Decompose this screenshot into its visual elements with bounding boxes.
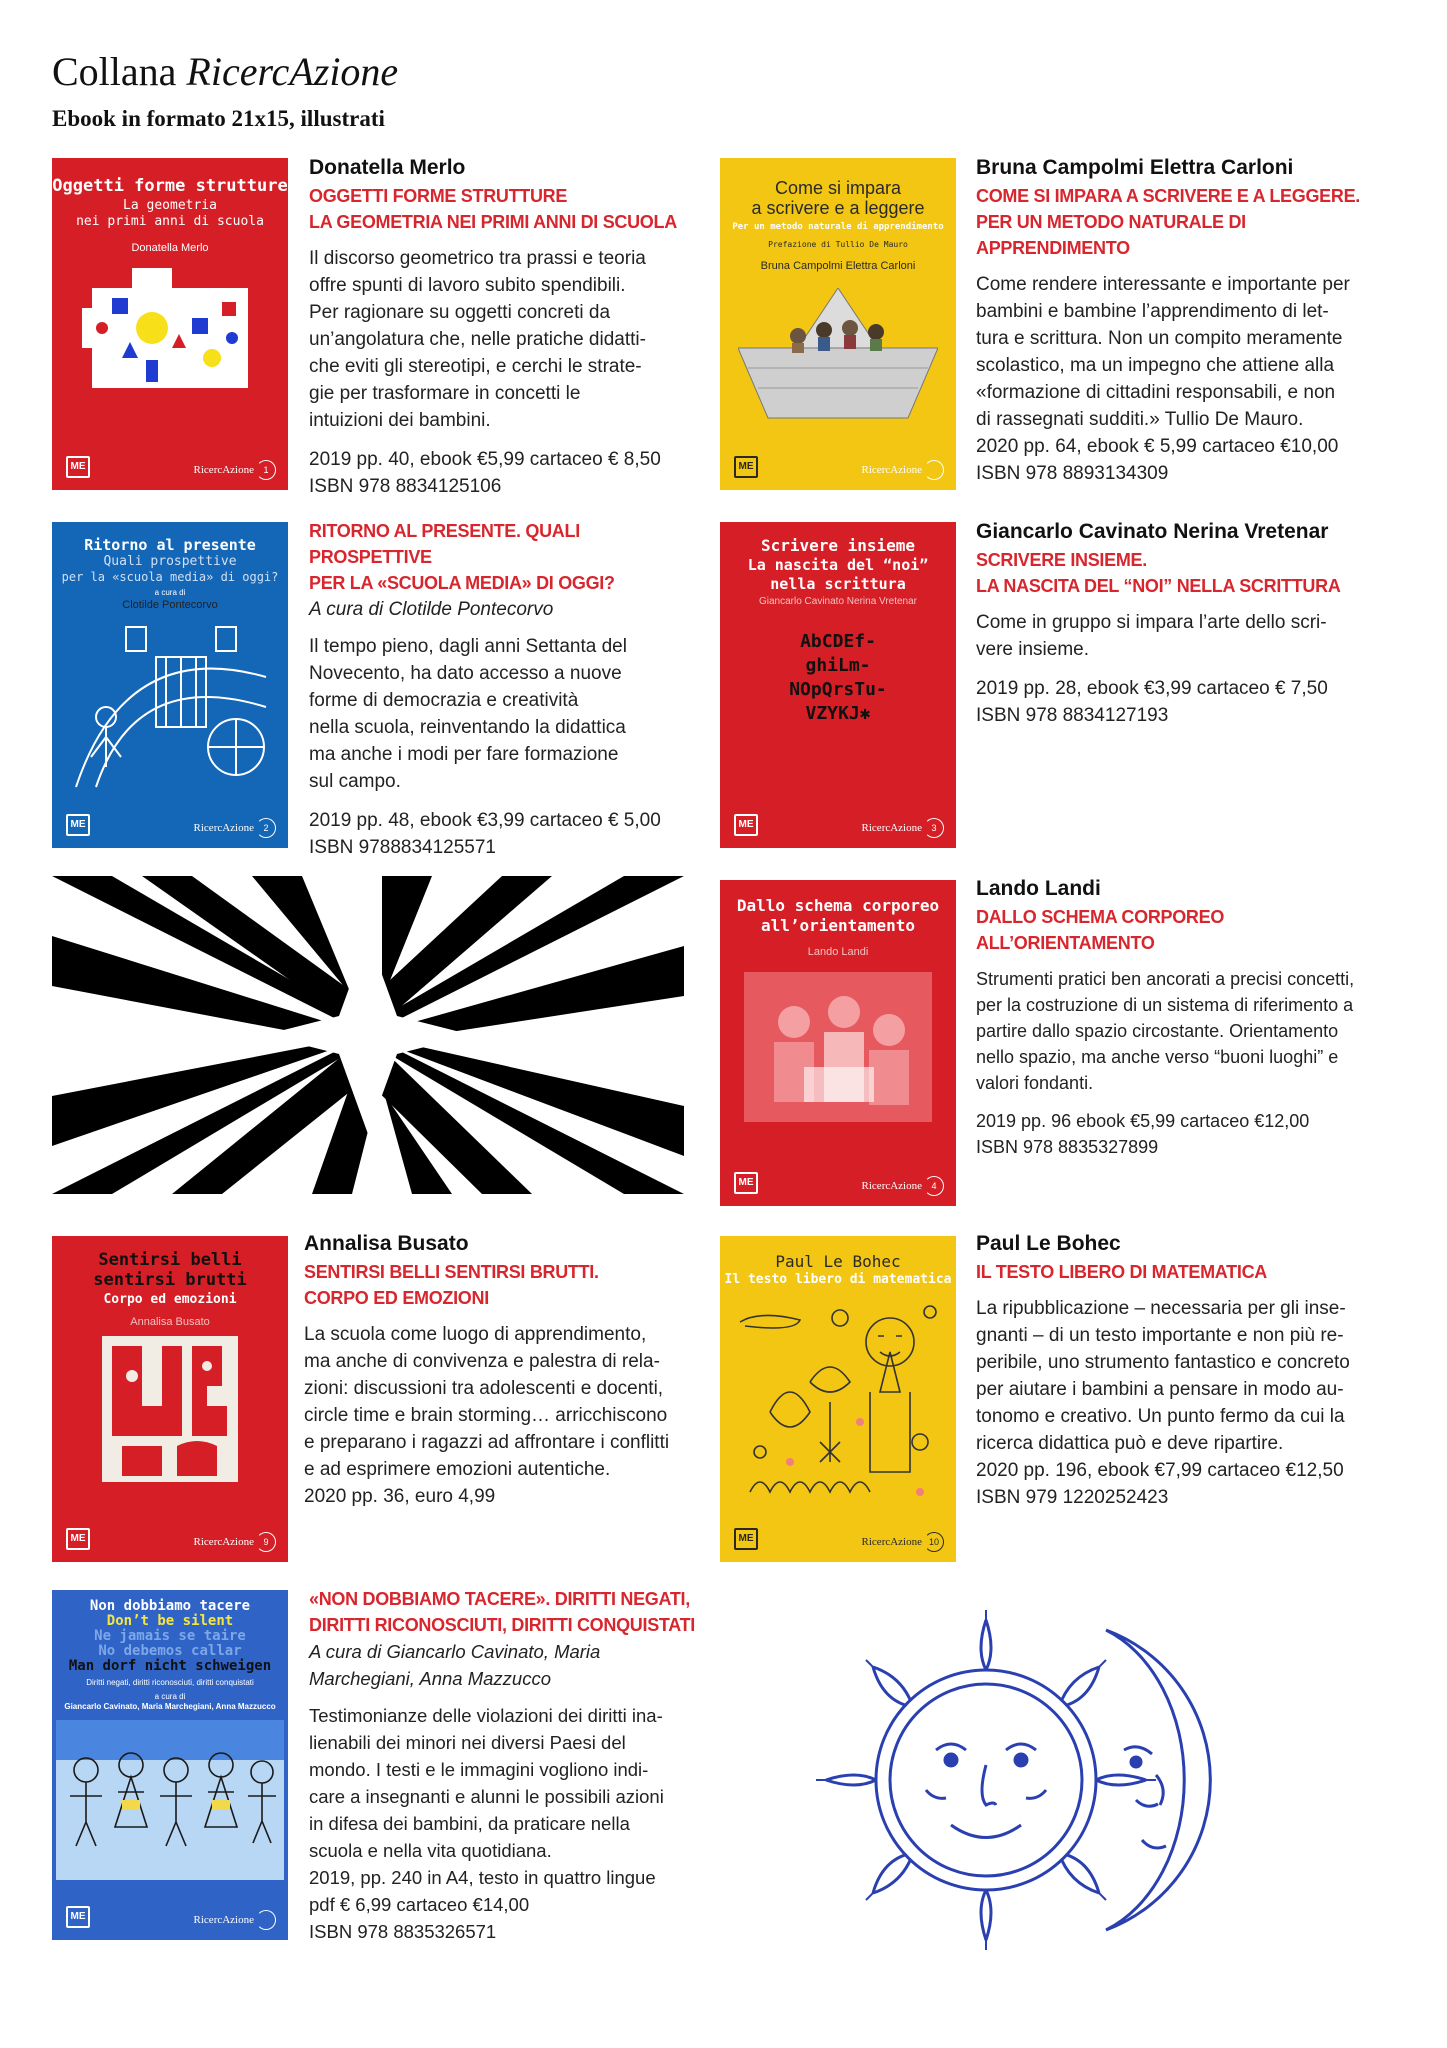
book-cover-come-si-impara[interactable] [720, 158, 956, 490]
book-title: COME SI IMPARA A SCRIVERE E A LEGGERE. [976, 186, 1360, 206]
cover-title: nella scrittura [770, 575, 906, 593]
book-price-isbn: 2020 pp. 196, ebook €7,99 cartaceo €12,50 ISBN 979 1220252423 [976, 1460, 1344, 1508]
children-photo [744, 972, 932, 1122]
book-entry-non-dobbiamo-tacere [309, 1586, 709, 1945]
children-drawing [56, 1720, 284, 1880]
book-entry-sentirsi-belli [304, 1230, 704, 1510]
cover-title: Come si impara [774, 178, 902, 198]
cover-subtitle: Quali prospettive [103, 554, 237, 569]
book-author: Giancarlo Cavinato Nerina Vretenar [976, 520, 1329, 543]
cover-author: Giancarlo Cavinato Nerina Vretenar [758, 596, 918, 607]
book-price-isbn: 2019, pp. 240 in A4, testo in quattro lingue pdf € 6,99 cartaceo €14,00 ISBN 978 8835326571 [309, 1867, 656, 1942]
book-author: Paul Le Bohec [976, 1232, 1121, 1255]
book-description: La ripubblicazione – necessaria per gli inse- gnanti – di un testo importante e non più re- peribile, uno strumento fantastico e concreto per aiutare i bambini a pensare in modo au- tonomo e creativo. Un punto fermo da cui la ricerca didattica può e deve ripartire. [976, 1298, 1350, 1454]
cover-author: Clotilde Pontecorvo [122, 599, 218, 611]
book-entry-scrivere-insieme [976, 518, 1396, 729]
cover-preface: Prefazione di Tullio De Mauro [768, 240, 908, 249]
child-drawing-illustration [730, 1302, 946, 1522]
book-cover-testo-libero[interactable] [720, 1236, 956, 1562]
volume-number: 1 [256, 460, 276, 480]
cover-title: Ne jamais se taire [94, 1628, 246, 1644]
book-title: PER UN METODO NATURALE DI APPRENDIMENTO [976, 212, 1246, 258]
book-curator: A cura di Giancarlo Cavinato, Maria Marchegiani, Anna Mazzucco [309, 1641, 601, 1689]
book-title: PER LA «SCUOLA MEDIA» DI OGGI? [309, 573, 615, 593]
publisher-logo: ME [734, 814, 758, 836]
cover-title: Dallo schema corporeo [736, 896, 940, 915]
publisher-logo: ME [734, 456, 758, 478]
book-author: Donatella Merlo [309, 156, 466, 179]
publisher-logo: ME [66, 814, 90, 836]
book-description: Il tempo pieno, dagli anni Settanta del Novecento, ha dato accesso a nuove forme di democrazia e creatività nella scuola, reinventando la didattica ma anche i modi per fare formazione sul campo. [309, 636, 627, 792]
volume-number: 4 [924, 1176, 944, 1196]
children-drawing-icon [56, 1720, 284, 1880]
book-description: Testimonianze delle violazioni dei diritti ina- lienabili dei minori nei diversi Paesi del mondo. I testi e le immagini vogliono indi- care a insegnanti e alunni le possibili azioni in difesa dei bambini, da praticare nella scuola e nella vita quotidiana. [309, 1705, 664, 1861]
book-entry-ritorno-al-presente [309, 518, 699, 861]
book-title: SENTIRSI BELLI SENTIRSI BRUTTI. [304, 1262, 599, 1282]
cover-title: Man dorf nicht schweigen [68, 1658, 272, 1674]
book-title: LA GEOMETRIA NEI PRIMI ANNI DI SCUOLA [309, 212, 677, 232]
book-description: Come in gruppo si impara l’arte dello scri- vere insieme. [976, 612, 1327, 660]
cover-author: Donatella Merlo [131, 242, 209, 254]
cover-subtitle: Per un metodo naturale di apprendimento [732, 222, 944, 232]
collection-subtitle: Ebook in formato 21x15, illustrati [52, 106, 385, 131]
school-drawing-illustration [66, 617, 274, 797]
publisher-logo: ME [734, 1172, 758, 1194]
book-cover-sentirsi-belli[interactable] [52, 1236, 288, 1562]
book-price-isbn: 2020 pp. 64, ebook € 5,99 cartaceo €10,00 ISBN 978 8893134309 [976, 436, 1339, 484]
cover-title: Ritorno al presente [84, 536, 256, 554]
cover-subtitle: nei primi anni di scuola [76, 214, 264, 229]
cover-curator: a cura di [154, 588, 186, 597]
book-price-isbn: 2019 pp. 28, ebook €3,99 cartaceo € 7,50 ISBN 978 8834127193 [976, 678, 1328, 726]
book-cover-scrivere-insieme[interactable] [720, 522, 956, 848]
book-description: La scuola come luogo di apprendimento, ma anche di convivenza e palestra di rela- zioni: discussioni tra adolescenti e docenti, circle time e brain storming… arricchiscono e preparano i ragazzi ad affrontare i conflitti e ad esprimere emozioni autentiche. [304, 1324, 670, 1480]
cover-title: La nascita del “noi” [747, 556, 929, 574]
publisher-logo: ME [66, 456, 90, 478]
book-price-isbn: 2020 pp. 36, euro 4,99 [304, 1486, 496, 1507]
cover-title: Oggetti forme strutture [52, 176, 288, 196]
book-title: ALL’ORIENTAMENTO [976, 933, 1155, 953]
abstract-figure-icon [102, 1336, 238, 1482]
volume-number: 9 [256, 1532, 276, 1552]
book-price-isbn: 2019 pp. 48, ebook €3,99 cartaceo € 5,00 ISBN 9788834125571 [309, 810, 661, 858]
series-name: RicercAzione [193, 1914, 254, 1926]
book-title: OGGETTI FORME STRUTTURE [309, 186, 568, 206]
volume-number: 2 [256, 818, 276, 838]
book-title: IL TESTO LIBERO DI MATEMATICA [976, 1262, 1267, 1282]
paper-boat-illustration [738, 288, 938, 428]
cover-title: Don’t be silent [106, 1613, 234, 1629]
cover-subtitle: Diritti negati, diritti riconosciuti, diritti conquistati [86, 1678, 254, 1687]
series-name: RicercAzione [861, 464, 922, 476]
series-name: RicercAzione [861, 822, 922, 834]
cover-author: Bruna Campolmi Elettra Carloni [760, 260, 916, 272]
geometry-shapes-illustration [82, 268, 258, 398]
book-author: Annalisa Busato [304, 1232, 469, 1255]
book-cover-ritorno-al-presente[interactable] [52, 522, 288, 848]
cover-author: Lando Landi [807, 946, 869, 958]
book-price-isbn: 2019 pp. 96 ebook €5,99 cartaceo €12,00 ISBN 978 8835327899 [976, 1111, 1310, 1157]
cover-title: all’orientamento [760, 916, 916, 935]
publisher-logo: ME [66, 1906, 90, 1928]
collection-title: Collana RicercAzione [52, 49, 399, 94]
series-name: RicercAzione [193, 464, 254, 476]
cover-title: No debemos callar [98, 1643, 242, 1659]
book-cover-dallo-schema-corporeo[interactable] [720, 880, 956, 1206]
book-description: Strumenti pratici ben ancorati a precisi concetti, per la costruzione di un sistema di riferimento a partire dallo spazio circostante. Orientamento nello spazio, ma anche verso “buoni luoghi” e valori fondanti. [976, 969, 1355, 1093]
cover-title: sentirsi brutti [93, 1270, 247, 1290]
volume-number: 3 [924, 818, 944, 838]
volume-number [924, 460, 944, 480]
series-name: RicercAzione [193, 822, 254, 834]
book-curator: A cura di Clotilde Pontecorvo [309, 599, 554, 620]
abstract-figure-art [102, 1336, 238, 1482]
cover-author: Annalisa Busato [130, 1316, 210, 1328]
cover-typographic-art: AbCDEf- ghiLm- NOpQrsTu- VZYKJ✱ [789, 631, 887, 724]
book-title: «NON DOBBIAMO TACERE». DIRITTI NEGATI, [309, 1589, 690, 1609]
book-title: SCRIVERE INSIEME. [976, 550, 1147, 570]
cover-subtitle: Corpo ed emozioni [103, 1292, 237, 1307]
cover-title: Non dobbiamo tacere [89, 1598, 251, 1614]
book-author: Lando Landi [976, 877, 1101, 900]
book-cover-non-dobbiamo-tacere[interactable] [52, 1590, 288, 1940]
book-title: CORPO ED EMOZIONI [304, 1288, 489, 1308]
book-title: LA NASCITA DEL “NOI” NELLA SCRITTURA [976, 576, 1341, 596]
book-entry-oggetti-forme [309, 154, 689, 500]
cover-subtitle: La geometria [123, 198, 217, 213]
volume-number: 10 [924, 1532, 944, 1552]
series-name: RicercAzione [861, 1180, 922, 1192]
cover-curator: a cura di [154, 1692, 186, 1701]
publisher-logo: ME [66, 1528, 90, 1550]
cover-title: Scrivere insieme [760, 536, 916, 555]
cover-title: Paul Le Bohec [775, 1252, 901, 1271]
volume-number [256, 1910, 276, 1930]
series-name: RicercAzione [193, 1536, 254, 1548]
book-author: Bruna Campolmi Elettra Carloni [976, 156, 1294, 179]
cover-subtitle: Il testo libero di matematica [724, 1272, 952, 1287]
children-photo-icon [744, 972, 932, 1122]
cover-subtitle: per la «scuola media» di oggi? [61, 570, 279, 584]
book-title: DALLO SCHEMA CORPOREO [976, 907, 1225, 927]
cover-title: a scrivere e a leggere [751, 198, 925, 218]
book-description: Come rendere interessante e importante per bambini e bambine l’apprendimento di let- tura e scrittura. Non un compito meramente scolastico, ma un impegno che attiene alla «formazione di cittadini responsabili, e non di rassegnati sudditi.» Tullio De Mauro. [976, 274, 1350, 430]
book-title: RITORNO AL PRESENTE. QUALI PROSPETTIVE [309, 521, 580, 567]
book-description: Il discorso geometrico tra prassi e teoria offre spunti di lavoro subito spendibili. Per ragionare su oggetti concreti da un’angolatura che, nelle pratiche didatti- che eviti gli stereotipi, e cerchi le strate- gie per trasformare in concetti le intuizioni dei bambini. [309, 248, 646, 431]
cover-author: Giancarlo Cavinato, Maria Marchegiani, Anna Mazzucco [64, 1702, 276, 1711]
book-cover-oggetti-forme[interactable] [52, 158, 288, 490]
book-entry-dallo-schema-corporeo [976, 876, 1396, 1160]
sun-moon-engraving [806, 1600, 1286, 1960]
publisher-logo: ME [734, 1528, 758, 1550]
black-star-hands-graphic [52, 876, 684, 1194]
book-price-isbn: 2019 pp. 40, ebook €5,99 cartaceo € 8,50 ISBN 978 8834125106 [309, 449, 661, 497]
cover-title: Sentirsi belli [98, 1250, 242, 1270]
book-entry-testo-libero [976, 1230, 1396, 1511]
book-entry-come-si-impara [976, 154, 1396, 487]
book-title: DIRITTI RICONOSCIUTI, DIRITTI CONQUISTATI [309, 1615, 696, 1635]
series-name: RicercAzione [861, 1536, 922, 1548]
